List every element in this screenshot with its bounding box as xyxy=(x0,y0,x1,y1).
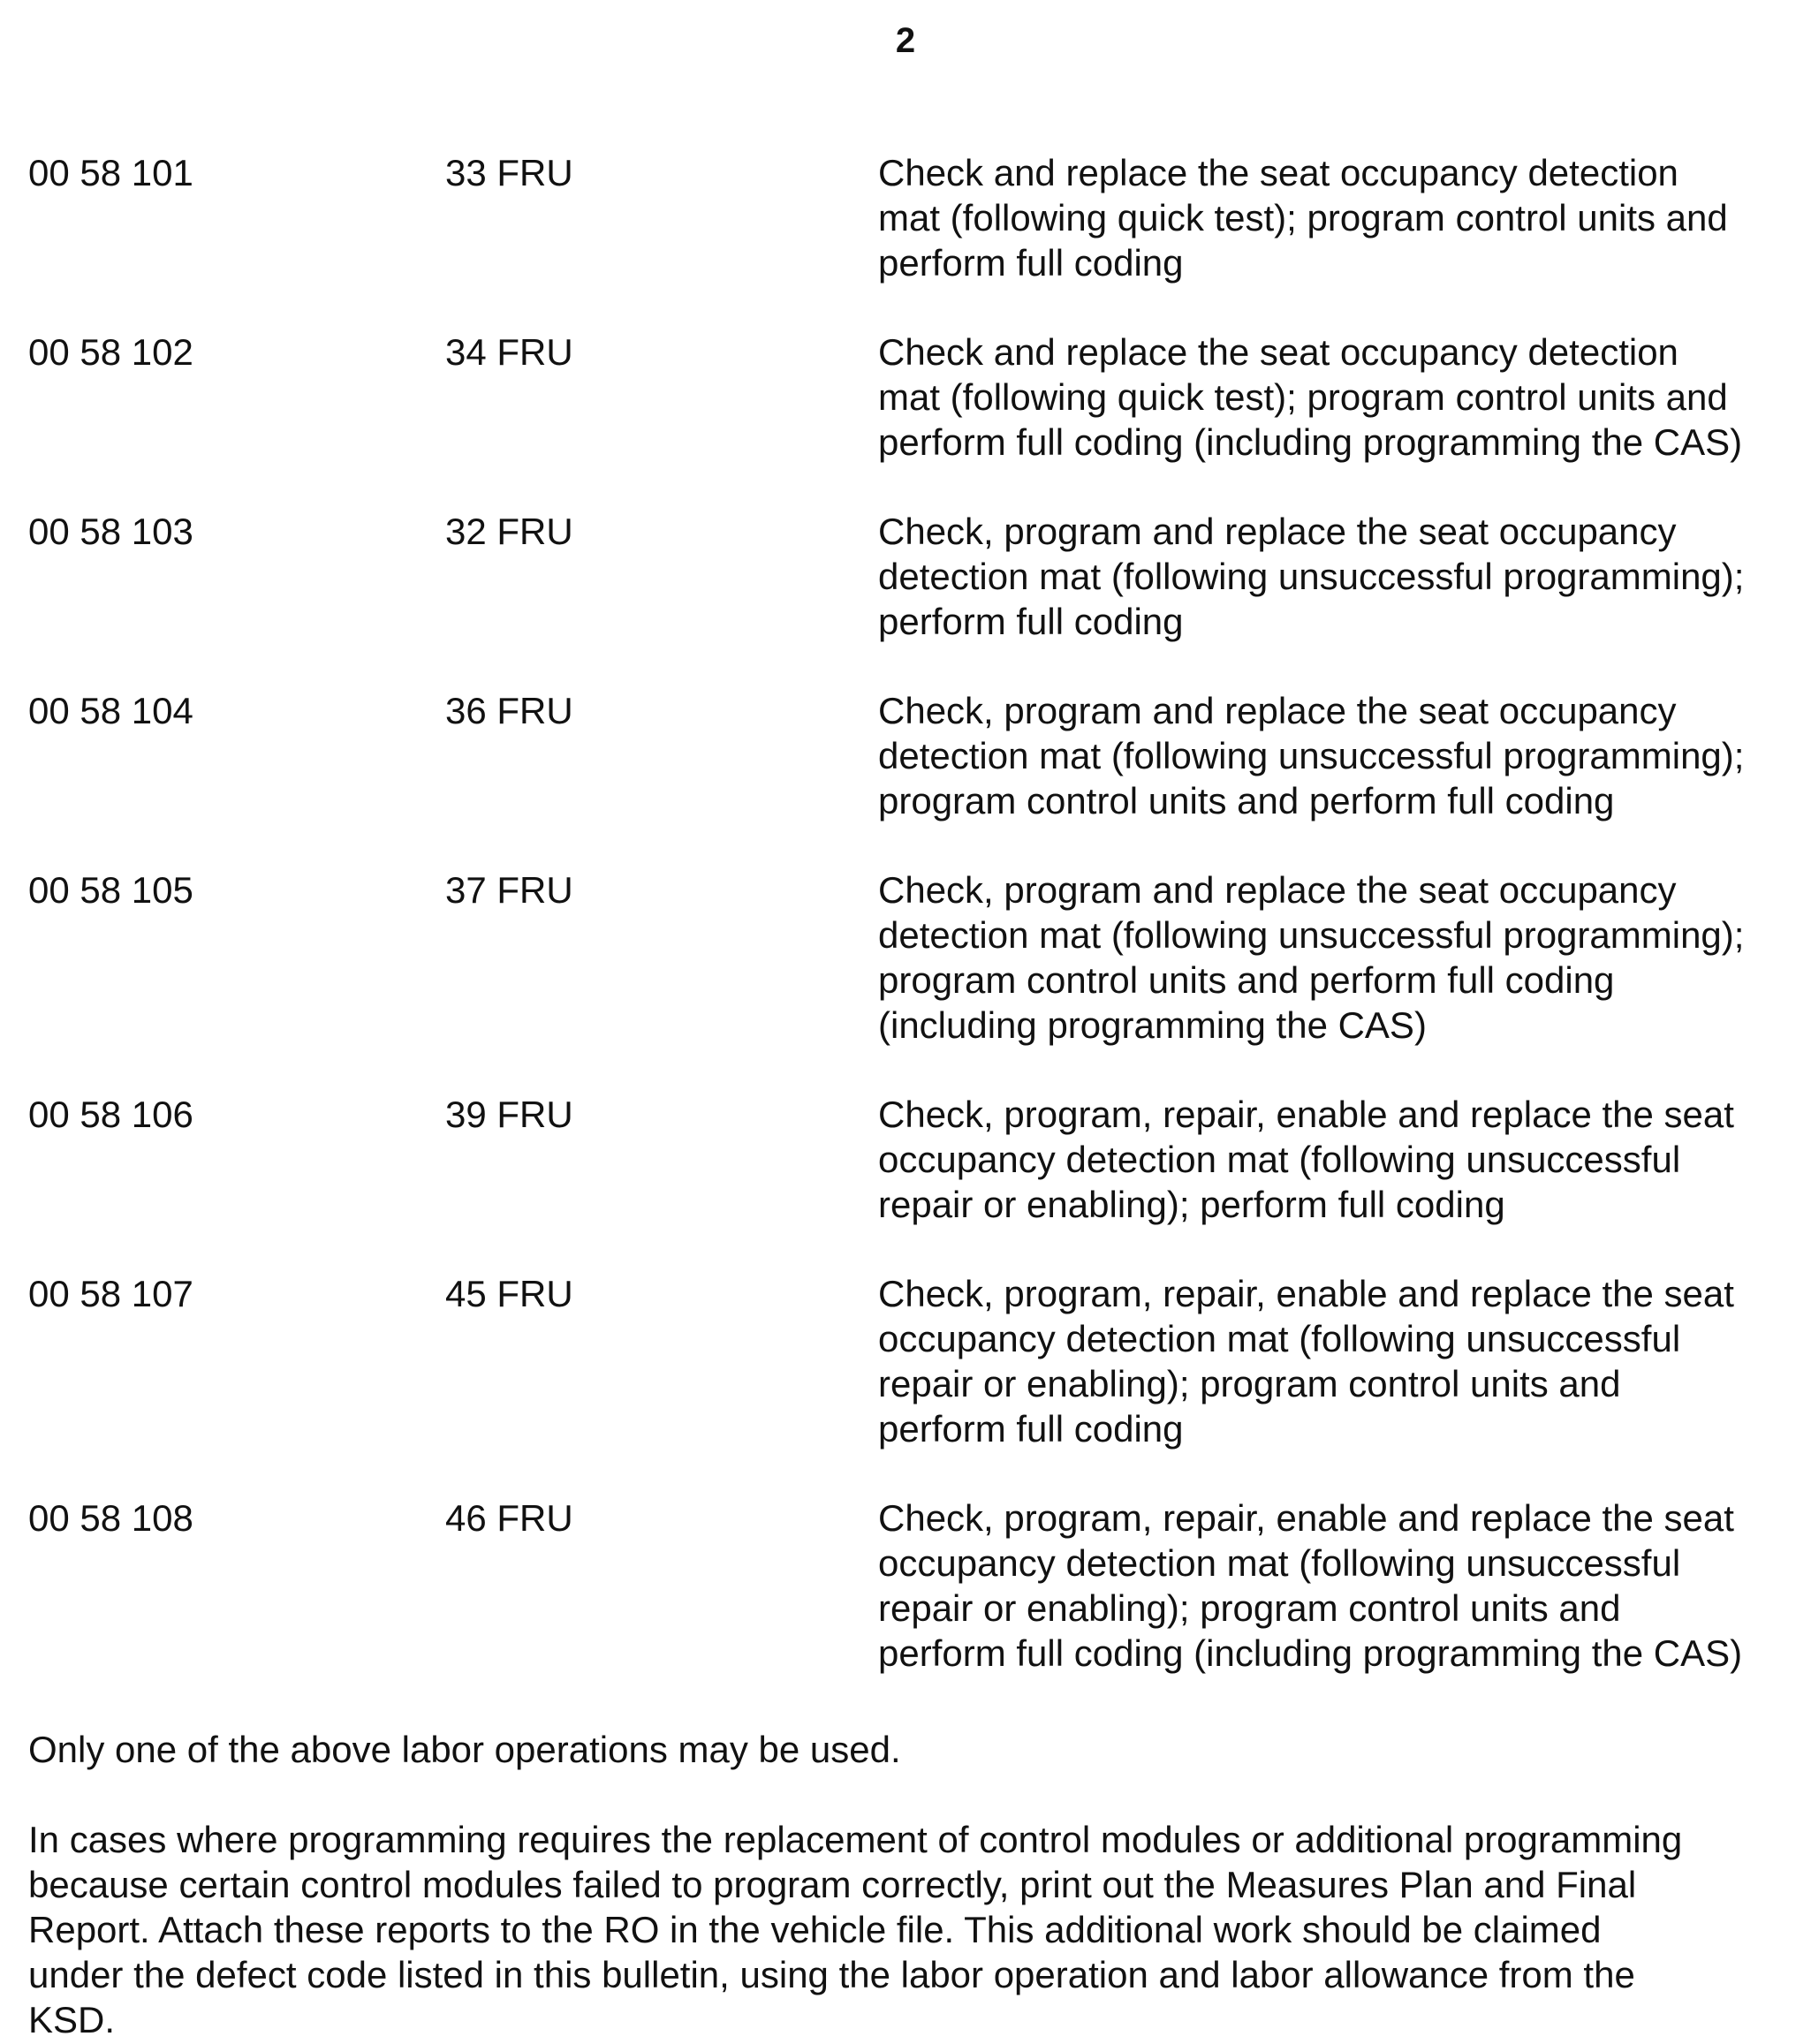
labor-operation-row xyxy=(28,509,1795,644)
single-operation-note: Only one of the above labor operations may be used. xyxy=(28,1729,901,1770)
labor-operation-code: 00 58 102 xyxy=(28,331,193,373)
labor-operation-description: Check and replace the seat occupancy detection mat (following quick test); program control units and perform full coding xyxy=(878,152,1728,284)
labor-operation-row xyxy=(28,150,1795,285)
labor-operation-fru: 32 FRU xyxy=(445,511,573,552)
labor-operation-description: Check, program, repair, enable and replace the seat occupancy detection mat (following unsuccessful repair or enabling); perform full coding xyxy=(878,1094,1734,1225)
labor-operations-list xyxy=(28,150,1795,1720)
labor-operation-row xyxy=(28,1271,1795,1451)
labor-operation-fru: 34 FRU xyxy=(445,331,573,373)
labor-operation-fru: 39 FRU xyxy=(445,1094,573,1135)
additional-programming-note: In cases where programming requires the replacement of control modules or additional programming because certain control modules failed to program correctly, print out the Measures Plan and Final Report. Attach these reports to the RO in the vehicle file. This additional work should be claimed under the defect code listed in this bulletin, using the labor operation and labor allowance from the KSD. xyxy=(28,1819,1683,2040)
labor-operation-row xyxy=(28,867,1795,1048)
labor-operation-code: 00 58 106 xyxy=(28,1094,193,1135)
labor-operation-description: Check and replace the seat occupancy detection mat (following quick test); program control units and perform full coding (including programming the CAS) xyxy=(878,331,1743,463)
labor-operation-fru: 46 FRU xyxy=(445,1497,573,1539)
labor-operation-row xyxy=(28,1092,1795,1227)
labor-operation-description: Check, program, repair, enable and replace the seat occupancy detection mat (following unsuccessful repair or enabling); program control units and perform full coding (including programming the CAS) xyxy=(878,1497,1743,1674)
labor-operation-code: 00 58 108 xyxy=(28,1497,193,1539)
labor-operation-code: 00 58 105 xyxy=(28,869,193,911)
labor-operation-code: 00 58 104 xyxy=(28,690,193,731)
labor-operation-row xyxy=(28,688,1795,823)
labor-operation-code: 00 58 103 xyxy=(28,511,193,552)
labor-operation-fru: 33 FRU xyxy=(445,152,573,193)
labor-operation-row xyxy=(28,1495,1795,1676)
page-number: 2 xyxy=(895,21,916,60)
labor-operation-description: Check, program and replace the seat occupancy detection mat (following unsuccessful programming); program control units and perform full coding (including programming the CAS) xyxy=(878,869,1745,1046)
labor-operation-description: Check, program and replace the seat occupancy detection mat (following unsuccessful programming); perform full coding xyxy=(878,511,1745,642)
labor-operation-description: Check, program, repair, enable and replace the seat occupancy detection mat (following unsuccessful repair or enabling); program control units and perform full coding xyxy=(878,1273,1734,1450)
labor-operation-description: Check, program and replace the seat occupancy detection mat (following unsuccessful programming); program control units and perform full coding xyxy=(878,690,1745,821)
labor-operation-row xyxy=(28,329,1795,465)
labor-operation-fru: 45 FRU xyxy=(445,1273,573,1314)
labor-operation-code: 00 58 107 xyxy=(28,1273,193,1314)
labor-operation-fru: 37 FRU xyxy=(445,869,573,911)
labor-operation-code: 00 58 101 xyxy=(28,152,193,193)
labor-operation-fru: 36 FRU xyxy=(445,690,573,731)
